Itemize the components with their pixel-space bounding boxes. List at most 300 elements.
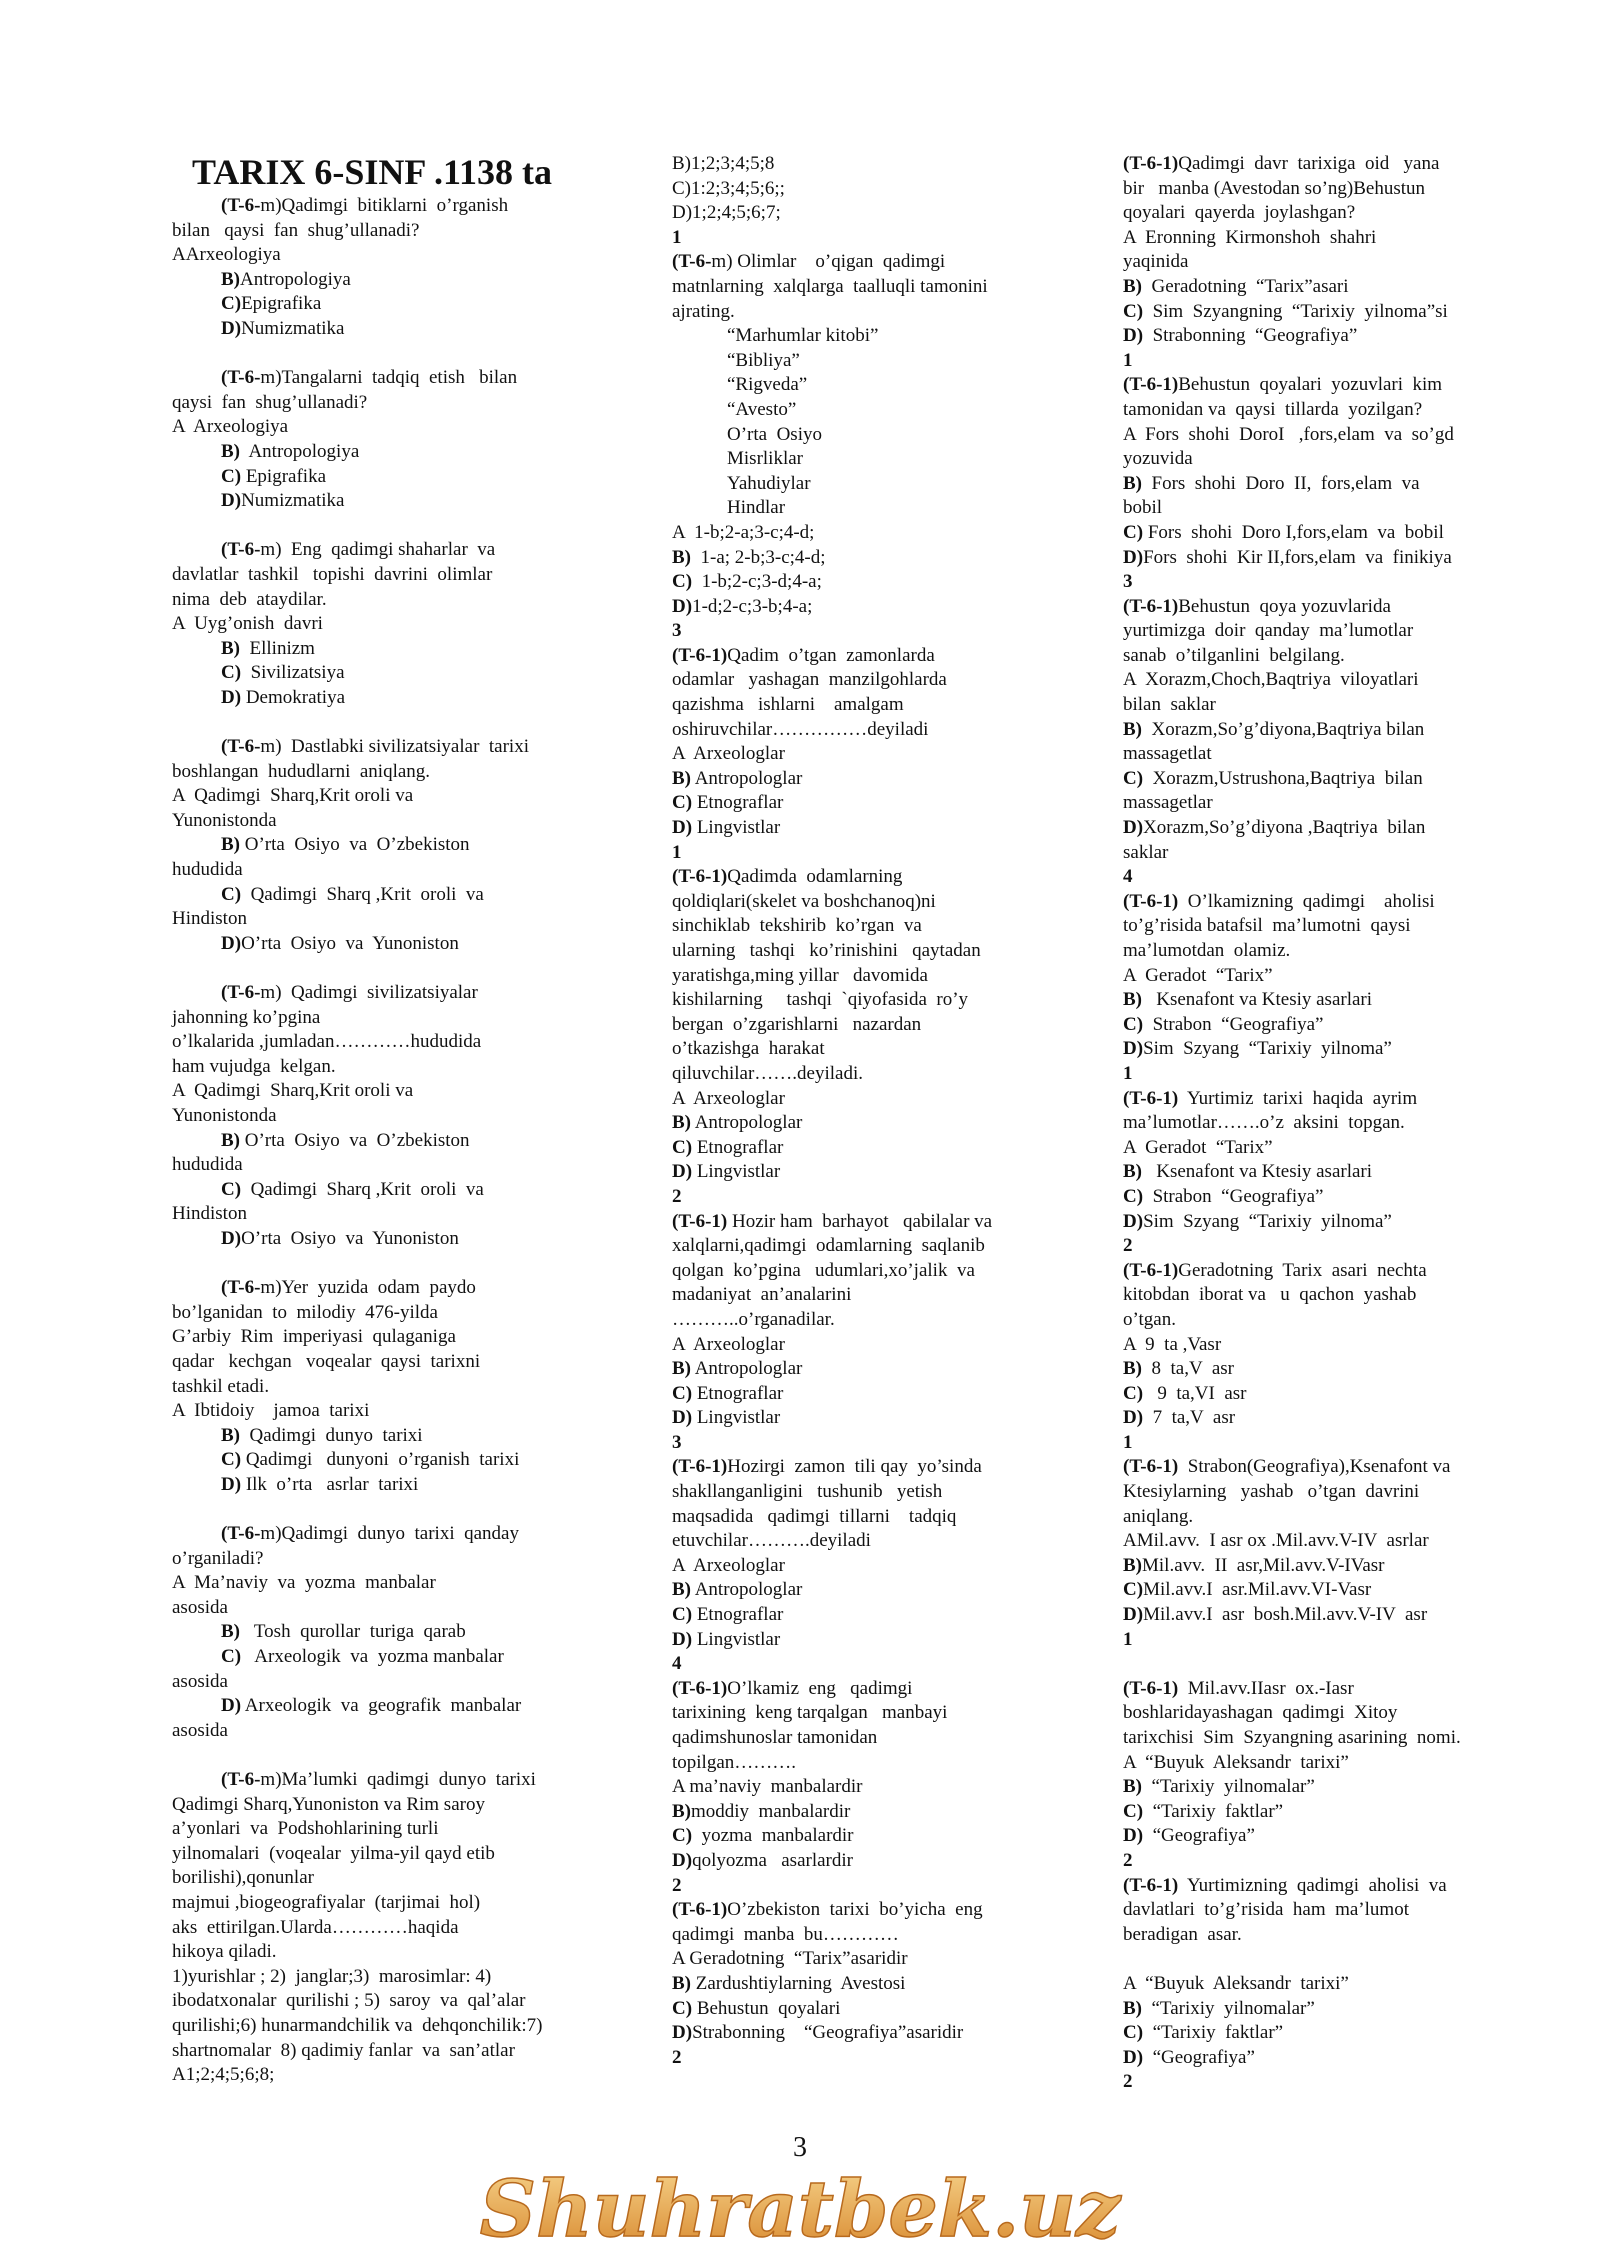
option-line [672, 570, 1052, 595]
option-key: C) [1123, 1013, 1144, 1035]
option-text: Strabon “Geografiya” [1143, 1185, 1324, 1207]
blank-line [172, 514, 602, 539]
question-text: Yurtimiz tarixi haqida ayrim [1178, 1087, 1418, 1109]
option-line [221, 1424, 602, 1449]
text-line: A Geradot “Tarix” [1123, 1136, 1273, 1158]
option-text: Zardushtiylarning Avestosi [691, 1972, 906, 1994]
text-line: massagetlar [1123, 792, 1213, 814]
option-text: Sim Szyang “Tarixiy yilnoma” [1143, 1210, 1392, 1232]
text-line: topilgan………. [672, 1751, 797, 1773]
option-line [672, 1628, 1052, 1653]
question-tag: (T-6- [221, 195, 261, 216]
option-line [221, 268, 602, 293]
question-text: m) Eng qadimgi shaharlar va [260, 539, 496, 561]
answer-key: 1 [1123, 1062, 1133, 1084]
text-line: shartnomalar 8) qadimiy fanlar va san’atlar [172, 2039, 515, 2061]
option-key: D) [221, 1227, 242, 1249]
question-line [1123, 373, 1499, 398]
text-line: hududida [172, 1154, 243, 1176]
option-line [1123, 546, 1499, 571]
text-line: asosida [172, 1670, 228, 1692]
question-text: O’lkamizning qadimgi aholisi [1178, 890, 1435, 912]
option-key: B) [1123, 718, 1142, 740]
question-tag: (T-6- [221, 1277, 261, 1299]
text-line: A Uyg’onish davri [172, 613, 323, 635]
question-text: O’zbekiston tarixi bo’yicha eng [727, 1899, 983, 1921]
option-key: D) [672, 1849, 693, 1871]
option-key: B) [1123, 1997, 1142, 2019]
text-line: bilan saklar [1123, 694, 1216, 716]
answer-key: 3 [672, 620, 682, 642]
option-text: Ksenafont va Ktesiy asarlari [1142, 989, 1373, 1011]
option-key: D) [221, 1473, 242, 1495]
option-text: Sivilizatsiya [241, 662, 345, 684]
answer-key: 2 [672, 1185, 682, 1207]
option-line [1123, 1406, 1499, 1431]
option-text: Arxeologik va yozma manbalar [241, 1646, 504, 1668]
blank-line [172, 1497, 602, 1522]
option-line [672, 767, 1052, 792]
option-key: B) [672, 1112, 691, 1134]
option-key: B) [221, 1621, 240, 1643]
question-tag: (T-6- [221, 367, 261, 389]
option-key: C) [1123, 300, 1144, 322]
option-key: B) [221, 834, 240, 856]
option-key: B) [221, 1129, 240, 1151]
option-key: D) [1123, 2046, 1144, 2068]
text-line: bo’lganidan to milodiy 476-yilda [172, 1301, 438, 1323]
option-line [672, 1111, 1052, 1136]
option-line [221, 1178, 602, 1203]
option-text: Lingvistlar [692, 1161, 781, 1183]
option-key: D) [221, 490, 242, 512]
page-number: 3 [793, 2132, 807, 2163]
text-line: qurilishi;6) hunarmandchilik va dehqonchilik:7) [172, 2014, 543, 2036]
option-text: Etnograflar [692, 792, 784, 814]
option-key: D) [672, 595, 693, 617]
text-line: A Arxeologlar [672, 1333, 785, 1355]
option-key: C) [672, 792, 693, 814]
question-text: Strabon(Geografiya),Ksenafont va [1178, 1456, 1451, 1478]
option-text: “Tarixiy faktlar” [1143, 2022, 1284, 2044]
option-key: C) [1123, 521, 1144, 543]
question-tag: (T-6-1) [672, 1899, 728, 1921]
option-line [672, 1972, 1052, 1997]
option-key: C) [1123, 1185, 1144, 1207]
text-line: B)1;2;3;4;5;8 [672, 153, 775, 174]
option-line [221, 292, 602, 317]
text-line: Ktesiylarning yashab o’tgan davrini [1123, 1481, 1420, 1503]
option-line [1123, 1037, 1499, 1062]
answer-key: 2 [672, 2046, 682, 2068]
option-line [221, 833, 602, 858]
question-line [221, 1522, 602, 1547]
text-line: A Arxeologlar [672, 1554, 785, 1576]
option-text: Fors shohi Kir II,fors,elam va finikiya [1143, 546, 1452, 568]
option-text: 1-a; 2-b;3-c;4-d; [691, 546, 826, 568]
option-line [1123, 472, 1499, 497]
option-key: B) [1123, 1161, 1142, 1183]
question-line [221, 366, 602, 391]
option-key: D) [1123, 1407, 1144, 1429]
option-text: yozma manbalardir [692, 1825, 854, 1847]
text-line: tarixining keng tarqalgan manbayi [672, 1702, 948, 1724]
answer-key: 1 [1123, 1628, 1133, 1650]
text-line: yilnomalari (voqealar yilma-yil qayd etib [172, 1842, 495, 1864]
option-line [1123, 324, 1499, 349]
option-text: “Geografiya” [1143, 1825, 1255, 1847]
question-tag: (T-6-1) [672, 1210, 728, 1232]
answer-key: 4 [672, 1653, 682, 1675]
option-key: D) [1123, 1825, 1144, 1847]
option-text: Antropologlar [691, 1358, 803, 1380]
text-line: boshlangan hududlarni aniqlang. [172, 760, 431, 782]
text-line: A Qadimgi Sharq,Krit oroli va [172, 785, 414, 807]
option-text: Demokratiya [241, 686, 345, 708]
text-line: kitobdan iborat va u qachon yashab [1123, 1284, 1417, 1306]
option-text: Antropologlar [691, 767, 803, 789]
question-text: Yurtimizning qadimgi aholisi va [1178, 1874, 1447, 1896]
option-key: C) [672, 1997, 693, 2019]
option-text: Qadimgi dunyo tarixi [240, 1424, 423, 1446]
text-line: A1;2;4;5;6;8; [172, 2064, 275, 2086]
option-text: O’rta Osiyo va Yunoniston [241, 932, 459, 954]
list-item: O’rta Osiyo [727, 423, 822, 445]
option-text: Xorazm,So’g’diyona ,Baqtriya bilan [1143, 817, 1426, 839]
option-line [1123, 1775, 1499, 1800]
blank-line [1123, 1947, 1499, 1972]
option-text: Antropologlar [691, 1112, 803, 1134]
option-text: Etnograflar [692, 1382, 784, 1404]
option-key: C) [672, 1825, 693, 1847]
option-key: B) [1123, 472, 1142, 494]
text-line: AMil.avv. I asr ox .Mil.avv.V-IV asrlar [1123, 1530, 1429, 1552]
option-text: “Tarixiy yilnomalar” [1142, 1997, 1315, 2019]
text-line: o’lkalarida ,jumladan…………hududida [172, 1031, 482, 1053]
text-line: A 1-b;2-a;3-c;4-d; [672, 521, 815, 543]
text-line: tamonidan va qaysi tillarda yozilgan? [1123, 398, 1423, 420]
text-line: qaysi fan shug’ullanadi? [172, 391, 368, 413]
option-line [672, 1578, 1052, 1603]
option-line [1123, 1160, 1499, 1185]
option-key: D) [221, 317, 242, 339]
text-line: ham vujudga kelgan. [172, 1055, 336, 1077]
text-line: sanab o’tilganlini belgilang. [1123, 644, 1345, 666]
text-line: A Arxeologiya [172, 416, 289, 438]
option-key: D) [221, 1695, 242, 1717]
option-text: Xorazm,Ustrushona,Baqtriya bilan [1143, 767, 1423, 789]
option-key: C) [1123, 1579, 1144, 1601]
option-key: D) [1123, 817, 1144, 839]
question-line [221, 1276, 602, 1301]
option-key: B) [1123, 1554, 1142, 1576]
option-text: Etnograflar [692, 1136, 784, 1158]
option-line [1123, 275, 1499, 300]
text-line: matnlarning xalqlarga taalluqli tamonini [672, 275, 988, 297]
option-text: 1-d;2-c;3-b;4-a; [692, 595, 813, 617]
text-line: o’tkazishga harakat [672, 1038, 825, 1060]
text-line: A Fors shohi DoroI ,fors,elam va so’gd [1123, 423, 1454, 445]
option-key: B) [672, 767, 691, 789]
text-line: A ma’naviy manbalardir [672, 1776, 863, 1798]
option-line [221, 661, 602, 686]
option-key: B) [672, 546, 691, 568]
option-text: “Geografiya” [1143, 2046, 1255, 2068]
option-line [1123, 1357, 1499, 1382]
text-line: yaratishga,ming yillar davomida [672, 964, 928, 986]
option-text: Strabon “Geografiya” [1143, 1013, 1324, 1035]
question-tag: (T-6- [221, 1769, 261, 1790]
question-line [672, 1455, 1052, 1480]
question-text: Geradotning Tarix asari nechta [1178, 1259, 1427, 1281]
text-line: qazishma ishlarni amalgam [672, 694, 904, 716]
option-text: Strabonning “Geografiya” [1143, 325, 1358, 347]
text-line: qadimgi manba bu………… [672, 1923, 899, 1945]
question-line [672, 1677, 1052, 1702]
blank-line [172, 1743, 602, 1768]
option-line [221, 440, 602, 465]
list-item: Misrliklar [727, 448, 803, 470]
question-tag: (T-6-1) [672, 1677, 728, 1699]
text-line: bilan qaysi fan shug’ullanadi? [172, 219, 420, 241]
answer-key: 2 [1123, 1849, 1133, 1871]
question-tag: (T-6-1) [1123, 374, 1179, 396]
option-line [672, 595, 1052, 620]
option-line [1123, 1382, 1499, 1407]
option-text: O’rta Osiyo va O’zbekiston [240, 834, 470, 856]
option-text: Mil.avv. II asr,Mil.avv.V-IVasr [1142, 1554, 1385, 1576]
text-line: bergan o’zgarishlarni nazardan [672, 1013, 922, 1035]
blank-line [172, 710, 602, 735]
option-key: B) [672, 1972, 691, 1994]
text-line: xalqlarni,qadimgi odamlarning saqlanib [672, 1235, 985, 1257]
text-line: hikoya qiladi. [172, 1941, 277, 1963]
option-text: Etnograflar [692, 1604, 784, 1626]
text-line: A Ma’naviy va yozma manbalar [172, 1572, 436, 1594]
list-item: Hindlar [727, 497, 786, 519]
option-text: Ellinizm [240, 637, 315, 659]
question-text: Qadim o’tgan zamonlarda [727, 644, 935, 666]
option-key: B) [1123, 1776, 1142, 1798]
option-text: Strabonning “Geografiya”asaridir [692, 2022, 964, 2044]
question-tag: (T-6- [221, 1523, 261, 1545]
text-line: o’tgan. [1123, 1308, 1176, 1330]
option-text: Fors shohi Doro II, fors,elam va [1142, 472, 1420, 494]
option-line [221, 637, 602, 662]
option-line [221, 1620, 602, 1645]
option-key: C) [672, 1382, 693, 1404]
option-key: D) [221, 932, 242, 954]
option-line [221, 489, 602, 514]
option-key: B) [1123, 275, 1142, 297]
text-line: A Qadimgi Sharq,Krit oroli va [172, 1080, 414, 1102]
question-line [1123, 1455, 1499, 1480]
question-tag: (T-6-1) [672, 1456, 728, 1478]
question-line [672, 1898, 1052, 1923]
option-key: C) [221, 1178, 242, 1200]
option-text: 9 ta,VI asr [1143, 1382, 1247, 1404]
question-line [221, 735, 602, 760]
text-line: maqsadida qadimgi tillarni tadqiq [672, 1505, 957, 1527]
text-line: shakllanganligini tushunib yetish [672, 1481, 943, 1503]
question-tag: (T-6- [221, 539, 261, 561]
option-line [221, 1448, 602, 1473]
option-key: D) [672, 1161, 693, 1183]
option-line [221, 686, 602, 711]
option-text: qolyozma asarlardir [692, 1849, 853, 1871]
text-line: ibodatxonalar qurilishi ; 5) saroy va qal’alar [172, 1990, 526, 2012]
text-line: davlatlar tashkil topishi davrini olimlar [172, 563, 493, 585]
text-line: ………..o’rganadilar. [672, 1308, 835, 1330]
question-line [672, 250, 1052, 275]
column-left-lines [172, 194, 602, 2088]
text-line: to’g’risida batafsil ma’lumotni qaysi [1123, 915, 1411, 937]
text-line: ma’lumotlar…….o’z aksini topgan. [1123, 1112, 1405, 1134]
question-line [221, 538, 602, 563]
option-key: B) [1123, 989, 1142, 1011]
option-key: C) [1123, 767, 1144, 789]
question-text: m)Yer yuzida odam paydo [260, 1277, 476, 1299]
text-line: madaniyat an’analarini [672, 1284, 852, 1306]
option-text: Mil.avv.I asr bosh.Mil.avv.V-IV asr [1143, 1604, 1428, 1626]
text-line: A Arxeologlar [672, 1087, 785, 1109]
option-text: 1-b;2-c;3-d;4-a; [692, 571, 822, 593]
question-text: m)Ma’lumki qadimgi dunyo tarixi [260, 1769, 536, 1790]
column-right [1123, 152, 1499, 2095]
option-line [221, 1227, 602, 1252]
option-line [672, 1997, 1052, 2022]
question-text: Hozir ham barhayot qabilalar va [727, 1210, 993, 1232]
option-text: 8 ta,V asr [1142, 1358, 1234, 1380]
question-tag: (T-6-1) [1123, 595, 1179, 617]
text-line: oshiruvchilar……………deyiladi [672, 718, 929, 740]
option-text: Antropologiya [240, 268, 351, 290]
option-text: Behustun qoyalari [692, 1997, 841, 2019]
answer-key: 2 [1123, 2071, 1133, 2093]
question-tag: (T-6-1) [1123, 890, 1179, 912]
text-line: 1)yurishlar ; 2) janglar;3) marosimlar: 4) [172, 1965, 492, 1987]
blank-line [1123, 1652, 1499, 1677]
watermark-text: Shuhratbek.uz [479, 2164, 1121, 2255]
option-line [1123, 1824, 1499, 1849]
watermark-logo-graphic [479, 2160, 1121, 2262]
answer-key: 2 [1123, 1235, 1133, 1257]
question-tag: (T-6-1) [1123, 1259, 1179, 1281]
blank-line [172, 956, 602, 981]
option-line [672, 1357, 1052, 1382]
text-line: bir manba (Avestodan so’ng)Behustun [1123, 177, 1426, 199]
question-text: m)Qadimgi bitiklarni o’rganish [260, 195, 509, 216]
text-line: qolgan ko’pgina udumlari,xo’jalik va [672, 1259, 975, 1281]
option-key: B) [221, 268, 240, 290]
text-line: A Eronning Kirmonshoh shahri [1123, 226, 1377, 248]
text-line: o’rganiladi? [172, 1547, 264, 1569]
option-line [1123, 1210, 1499, 1235]
question-tag: (T-6-1) [1123, 1456, 1179, 1478]
option-text: Sim Szyangning “Tarixiy yilnoma”si [1143, 300, 1448, 322]
text-line: D)1;2;4;5;6;7; [672, 202, 781, 224]
answer-key: 2 [672, 1874, 682, 1896]
question-text: m) Olimlar o’qigan qadimgi [711, 251, 946, 273]
question-line [1123, 1087, 1499, 1112]
option-key: C) [221, 662, 242, 684]
option-line [672, 1136, 1052, 1161]
text-line: tarixchisi Sim Szyangning asarining nomi. [1123, 1727, 1461, 1748]
option-line [221, 465, 602, 490]
option-line [1123, 521, 1499, 546]
text-line: boshlaridayashagan qadimgi Xitoy [1123, 1702, 1398, 1724]
text-line: A Geradotning “Tarix”asaridir [672, 1948, 908, 1970]
answer-key: 1 [1123, 1431, 1133, 1453]
text-line: Hindiston [172, 908, 247, 930]
question-tag: (T-6-1) [1123, 1677, 1179, 1699]
text-line: jahonning ko’pgina [172, 1006, 321, 1028]
text-line: A Xorazm,Choch,Baqtriya viloyatlari [1123, 669, 1419, 691]
text-line: davlatlari to’g’risida ham ma’lumot [1123, 1899, 1409, 1921]
option-text: “Tarixiy yilnomalar” [1142, 1776, 1315, 1798]
option-key: D) [1123, 546, 1144, 568]
text-line: yozuvida [1123, 448, 1193, 470]
text-line: hududida [172, 859, 243, 881]
question-line [1123, 1677, 1499, 1702]
watermark-logo [479, 2160, 1121, 2262]
option-text: Mil.avv.I asr.Mil.avv.VI-Vasr [1143, 1579, 1372, 1601]
question-line [1123, 152, 1499, 177]
text-line: A Arxeologlar [672, 743, 785, 765]
option-text: Epigrafika [241, 293, 322, 315]
option-line [1123, 1800, 1499, 1825]
option-line [1123, 1578, 1499, 1603]
question-text: m)Qadimgi dunyo tarixi qanday [260, 1523, 519, 1545]
option-key: B) [672, 1358, 691, 1380]
text-line: yaqinida [1123, 251, 1189, 273]
text-line: A Geradot “Tarix” [1123, 964, 1273, 986]
question-line [221, 1768, 602, 1793]
option-text: 7 ta,V asr [1143, 1407, 1236, 1429]
option-line [1123, 767, 1499, 792]
text-line: qadar kechgan voqealar qaysi tarixni [172, 1350, 481, 1372]
text-line: sinchiklab tekshirib ko’rgan va [672, 915, 922, 937]
option-key: D) [1123, 325, 1144, 347]
option-line [221, 317, 602, 342]
text-line: C)1:2;3;4;5;6;; [672, 177, 785, 199]
option-key: D) [672, 2022, 693, 2044]
option-text: Arxeologik va geografik manbalar [241, 1695, 522, 1717]
question-tag: (T-6-1) [672, 866, 728, 888]
text-line: Yunonistonda [172, 1104, 277, 1126]
question-text: m) Qadimgi sivilizatsiyalar [260, 982, 478, 1003]
option-line [221, 932, 602, 957]
option-key: C) [221, 1449, 242, 1471]
text-line: majmui ,biogeografiyalar (tarjimai hol) [172, 1891, 481, 1913]
text-line: A “Buyuk Aleksandr tarixi” [1123, 1972, 1349, 1994]
text-line: ajrating. [672, 300, 735, 322]
option-key: B) [672, 1800, 691, 1822]
question-text: Mil.avv.IIasr ox.-Iasr [1178, 1677, 1354, 1699]
option-key: D) [672, 1407, 693, 1429]
column-right-lines [1123, 152, 1499, 2095]
option-text: Ilk o’rta asrlar tarixi [241, 1473, 419, 1495]
text-line: nima deb ataydilar. [172, 588, 327, 610]
option-text: O’rta Osiyo va O’zbekiston [240, 1129, 470, 1151]
option-key: D) [1123, 1038, 1144, 1060]
text-line: bobil [1123, 497, 1163, 519]
option-key: D) [672, 817, 693, 839]
question-text: O’lkamiz eng qadimgi [727, 1677, 913, 1699]
option-line [672, 816, 1052, 841]
option-key: D) [221, 686, 242, 708]
text-line: qoldiqlari(skelet va boshchanoq)ni [672, 890, 936, 912]
